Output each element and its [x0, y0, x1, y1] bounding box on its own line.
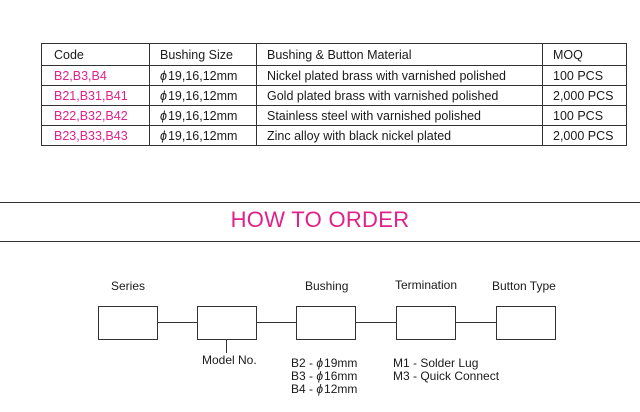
size-value: 19,16,12mm: [167, 88, 238, 103]
button-type-box: [496, 306, 556, 340]
series-box: [98, 306, 158, 340]
cell-code: B2,B3,B4: [42, 66, 150, 86]
bushing-box: [296, 306, 356, 340]
connector-line: [456, 322, 496, 323]
cell-moq: 100 PCS: [543, 106, 627, 126]
table-row: [42, 106, 627, 126]
termination-option: M3 - Quick Connect: [393, 369, 500, 383]
label-termination: Termination: [395, 278, 458, 292]
label-series: Series: [111, 279, 146, 293]
cell-code: B21,B31,B41: [42, 86, 150, 106]
diameter-symbol: ϕ: [316, 382, 324, 396]
cell-moq: 100 PCS: [543, 66, 627, 86]
bushing-spec-table: [41, 43, 627, 146]
cell-moq: 2,000 PCS: [543, 86, 627, 106]
termination-box: [396, 306, 456, 340]
bushing-option: B2 - ϕ19mm: [291, 356, 358, 370]
table-header-row: [42, 44, 627, 66]
table-row: [42, 86, 627, 106]
how-to-order-heading: HOW TO ORDER: [230, 207, 410, 232]
cell-bushing-size: [150, 66, 257, 86]
termination-options-list: [393, 357, 499, 383]
cell-bushing-size: [150, 126, 257, 146]
model-no-box: [197, 306, 257, 340]
header-code: Code: [42, 44, 150, 66]
header-moq: MOQ: [543, 44, 627, 66]
connector-line: [356, 322, 396, 323]
cell-code: B22,B32,B42: [42, 106, 150, 126]
diameter-symbol: ϕ: [160, 88, 167, 103]
divider-top: [0, 202, 640, 203]
table-row: [42, 126, 627, 146]
label-button-type: Button Type: [492, 279, 556, 293]
size-value: 19,16,12mm: [167, 108, 238, 123]
cell-material: Nickel plated brass with varnished polished: [257, 66, 543, 86]
header-material: Bushing & Button Material: [257, 44, 543, 66]
bushing-option: B3 - ϕ16mm: [291, 369, 358, 383]
termination-option: M1 - Solder Lug: [393, 356, 479, 370]
divider-bottom: [0, 241, 640, 242]
connector-line: [257, 322, 296, 323]
diameter-symbol: ϕ: [160, 68, 167, 83]
model-no-leader: [226, 339, 227, 353]
bushing-options-list: [291, 357, 357, 396]
cell-bushing-size: [150, 86, 257, 106]
cell-material: Gold plated brass with varnished polished: [257, 86, 543, 106]
table-row: [42, 66, 627, 86]
bushing-option: B4 - ϕ12mm: [291, 382, 358, 396]
size-value: 19,16,12mm: [167, 128, 238, 143]
size-value: 19,16,12mm: [167, 68, 238, 83]
label-model-no: Model No.: [202, 353, 257, 367]
header-bushing-size: Bushing Size: [150, 44, 257, 66]
diameter-symbol: ϕ: [316, 356, 324, 370]
diameter-symbol: ϕ: [316, 369, 324, 383]
diameter-symbol: ϕ: [160, 128, 167, 143]
connector-line: [158, 322, 197, 323]
diameter-symbol: ϕ: [160, 108, 167, 123]
cell-bushing-size: [150, 106, 257, 126]
cell-material: Stainless steel with varnished polished: [257, 106, 543, 126]
cell-moq: 2,000 PCS: [543, 126, 627, 146]
cell-material: Zinc alloy with black nickel plated: [257, 126, 543, 146]
label-bushing: Bushing: [305, 279, 349, 293]
cell-code: B23,B33,B43: [42, 126, 150, 146]
